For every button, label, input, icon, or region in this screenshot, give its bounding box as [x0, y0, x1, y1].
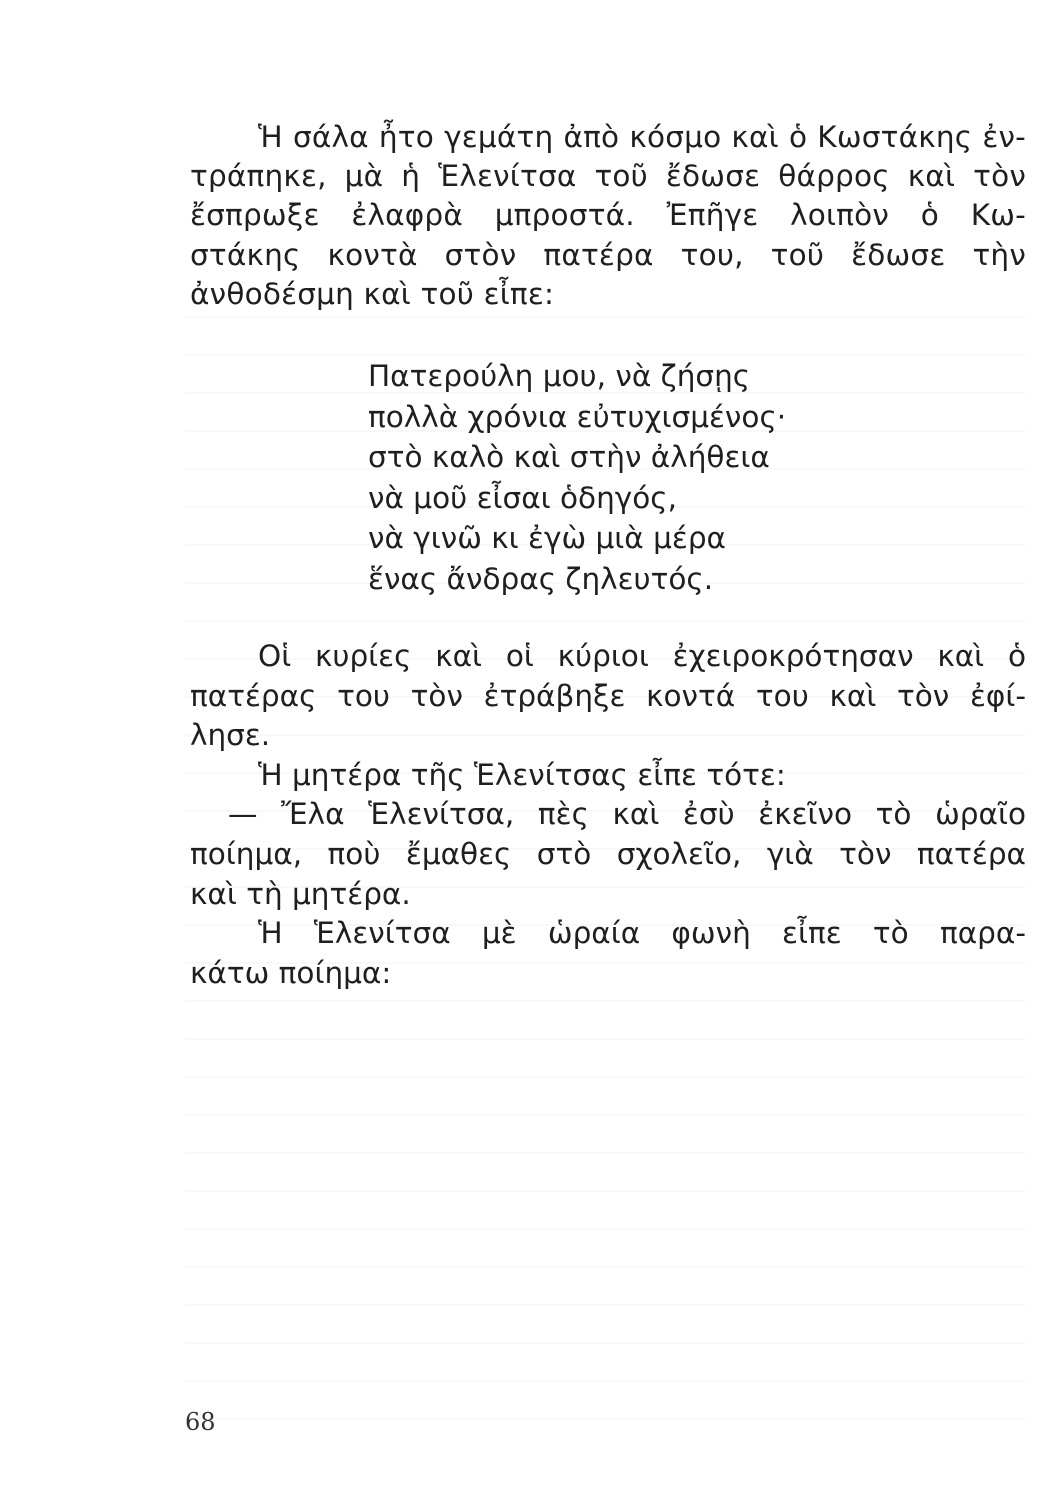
poem-line: ἕνας ἄνδρας ζηλευτός. [368, 561, 714, 596]
text-line: πατέρας του τὸν ἐτράβηξε κοντά του καὶ τὸν ἐφί- [190, 678, 1026, 713]
text-line: Οἱ κυρίες καὶ οἱ κύριοι ἐχειροκρότησαν καὶ ὁ [258, 639, 1026, 673]
poem-line: νὰ γινῶ κι ἐγὼ μιὰ μέρα [368, 521, 726, 556]
dialogue-line: — Ἔλα Ἑλενίτσα, πὲς καὶ ἐσὺ ἐκεῖνο τὸ ὡραῖο [228, 797, 1026, 832]
text-line: ἔσπρωξε ἐλαφρὰ μπροστά. Ἐπῆγε λοιπὸν ὁ Κω- [190, 198, 1026, 233]
closing-text [190, 637, 1026, 993]
text-line: Ἡ σάλα ἦτο γεμάτη ἀπὸ κόσμο καὶ ὁ Κωστάκης ἐν- [258, 120, 1026, 154]
poem-line: Πατερούλη μου, νὰ ζήσῃς [368, 359, 751, 393]
page-number: 68 [185, 1408, 216, 1436]
dialogue-line: ποίημα, ποὺ ἔμαθες στὸ σχολεῖο, γιὰ τὸν πατέρα [190, 836, 1026, 871]
text-line: λησε. [190, 718, 271, 753]
text-line: στάκης κοντὰ στὸν πατέρα του, τοῦ ἔδωσε τὴν [190, 237, 1026, 272]
poem-line: πολλὰ χρόνια εὐτυχισμένος· [368, 399, 787, 434]
paragraph-1 [190, 118, 1026, 314]
dialogue-line: καὶ τὴ μητέρα. [190, 876, 411, 911]
text-line: κάτω ποίημα: [190, 955, 392, 990]
text-line: Ἡ Ἑλενίτσα μὲ ὡραία φωνὴ εἶπε τὸ παρα- [258, 916, 1026, 951]
text-line: ἀνθοδέσμη καὶ τοῦ εἶπε: [190, 276, 555, 311]
poem-line: στὸ καλὸ καὶ στὴν ἀλήθεια [368, 440, 770, 475]
text-line: Ἡ μητέρα τῆς Ἑλενίτσας εἶπε τότε: [258, 757, 786, 792]
poem [368, 356, 786, 600]
text-line: τράπηκε, μὰ ἡ Ἑλενίτσα τοῦ ἔδωσε θάρρος καὶ τὸν [190, 159, 1026, 194]
poem-line: νὰ μοῦ εἶσαι ὁδηγός, [368, 480, 677, 515]
